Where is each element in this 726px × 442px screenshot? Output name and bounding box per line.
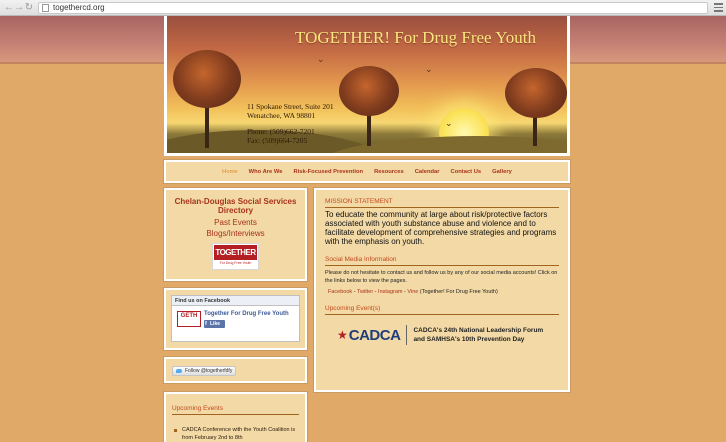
bird-icon: ⌄	[445, 118, 453, 128]
facebook-widget	[171, 295, 300, 342]
upcoming-events-heading: Upcoming Events	[172, 405, 299, 415]
nav-calendar[interactable]: Calendar	[414, 168, 440, 175]
directory-panel	[164, 188, 307, 281]
social-links	[325, 289, 559, 295]
twitter-panel	[164, 357, 307, 383]
logo-subtitle: For Drug Free Youth	[219, 261, 252, 265]
facebook-panel	[164, 288, 307, 350]
bird-icon: ⌄	[425, 64, 433, 74]
main-content-panel	[314, 188, 570, 392]
cadca-logo: CADCA	[348, 326, 401, 344]
facebook-link[interactable]: Facebook	[328, 289, 353, 295]
address-line: Wenatchee, WA 98801	[247, 111, 316, 120]
phone-number: Phone: (509)662-7201	[247, 127, 315, 136]
menu-icon[interactable]	[714, 3, 723, 12]
url-text: togethercd.org	[53, 3, 105, 12]
nav-who-are-we[interactable]: Who Are We	[248, 168, 283, 175]
tree-image	[505, 68, 567, 118]
back-icon[interactable]: ←	[4, 2, 14, 13]
together-logo[interactable]	[212, 243, 259, 270]
link-separator: -	[373, 289, 379, 295]
nav-gallery[interactable]: Gallery	[492, 168, 512, 175]
nav-risk-focused-prevention[interactable]: Risk-Focused Prevention	[293, 168, 364, 175]
bird-icon: ⌄	[317, 54, 325, 64]
vine-link[interactable]: Vine	[407, 289, 419, 295]
star-icon: ★	[337, 328, 348, 342]
logo-word: TOGETHER	[214, 245, 257, 260]
twitter-link[interactable]: Twitter	[356, 289, 374, 295]
past-events-link[interactable]: Past Events	[214, 218, 257, 227]
facebook-like-button[interactable]: f Like	[204, 320, 225, 328]
reload-icon[interactable]: ↻	[24, 2, 34, 13]
nav-contact-us[interactable]: Contact Us	[450, 168, 482, 175]
instagram-link[interactable]: Instagram	[378, 289, 403, 295]
directory-link[interactable]: Chelan-Douglas Social Services Directory	[174, 197, 297, 215]
divider	[406, 325, 407, 345]
social-text: Please do not hesitate to contact us and follow us by any of our social media accounts! Click on the links below to view the pages.	[325, 270, 558, 284]
upcoming-events-panel	[164, 392, 307, 442]
header-banner	[164, 16, 570, 156]
facebook-widget-header: Find us on Facebook	[172, 296, 299, 306]
tree-image	[173, 50, 241, 108]
link-separator: -	[352, 289, 357, 295]
nav-resources[interactable]: Resources	[374, 168, 404, 175]
blogs-link[interactable]: Blogs/Interviews	[206, 229, 265, 238]
twitter-follow-button[interactable]: Follow @togetherfdfy	[172, 366, 236, 376]
address-bar[interactable]	[38, 2, 708, 14]
social-heading: Social Media Information	[325, 256, 559, 266]
cadca-line: CADCA's 24th National Leadership Forum	[413, 327, 544, 334]
cadca-line: and SAMHSA's 10th Prevention Day	[413, 336, 525, 343]
nav-home[interactable]: Home	[222, 168, 238, 175]
cadca-event-text	[413, 326, 543, 344]
page-icon	[42, 4, 49, 12]
events-heading: Upcoming Event(s)	[325, 305, 559, 315]
upcoming-event-item: CADCA Conference with the Youth Coalition is from February 2nd to 8th	[174, 426, 304, 442]
facebook-page-name[interactable]: Together For Drug Free Youth	[204, 311, 289, 317]
forward-icon[interactable]: →	[14, 2, 24, 13]
main-nav	[164, 160, 570, 183]
vine-note: (Together! For Drug Free Youth)	[418, 289, 498, 295]
tree-image	[339, 66, 399, 116]
link-separator: -	[402, 289, 408, 295]
mission-heading: MISSION STATEMENT	[325, 198, 559, 208]
cadca-banner[interactable]	[325, 325, 559, 345]
site-title: TOGETHER! For Drug Free Youth	[295, 28, 536, 47]
address-line: 11 Spokane Street, Suite 201	[247, 102, 334, 111]
fax-number: Fax: (509)664-7205	[247, 136, 308, 145]
facebook-page-thumbnail[interactable]: GETH	[177, 311, 201, 327]
browser-toolbar	[0, 0, 726, 16]
mission-text: To educate the community at large about risk/protective factors associated with youth substance abuse and violence and to facilitate development of comprehensive strategies and programs with the emphasis on youth.	[325, 210, 557, 246]
